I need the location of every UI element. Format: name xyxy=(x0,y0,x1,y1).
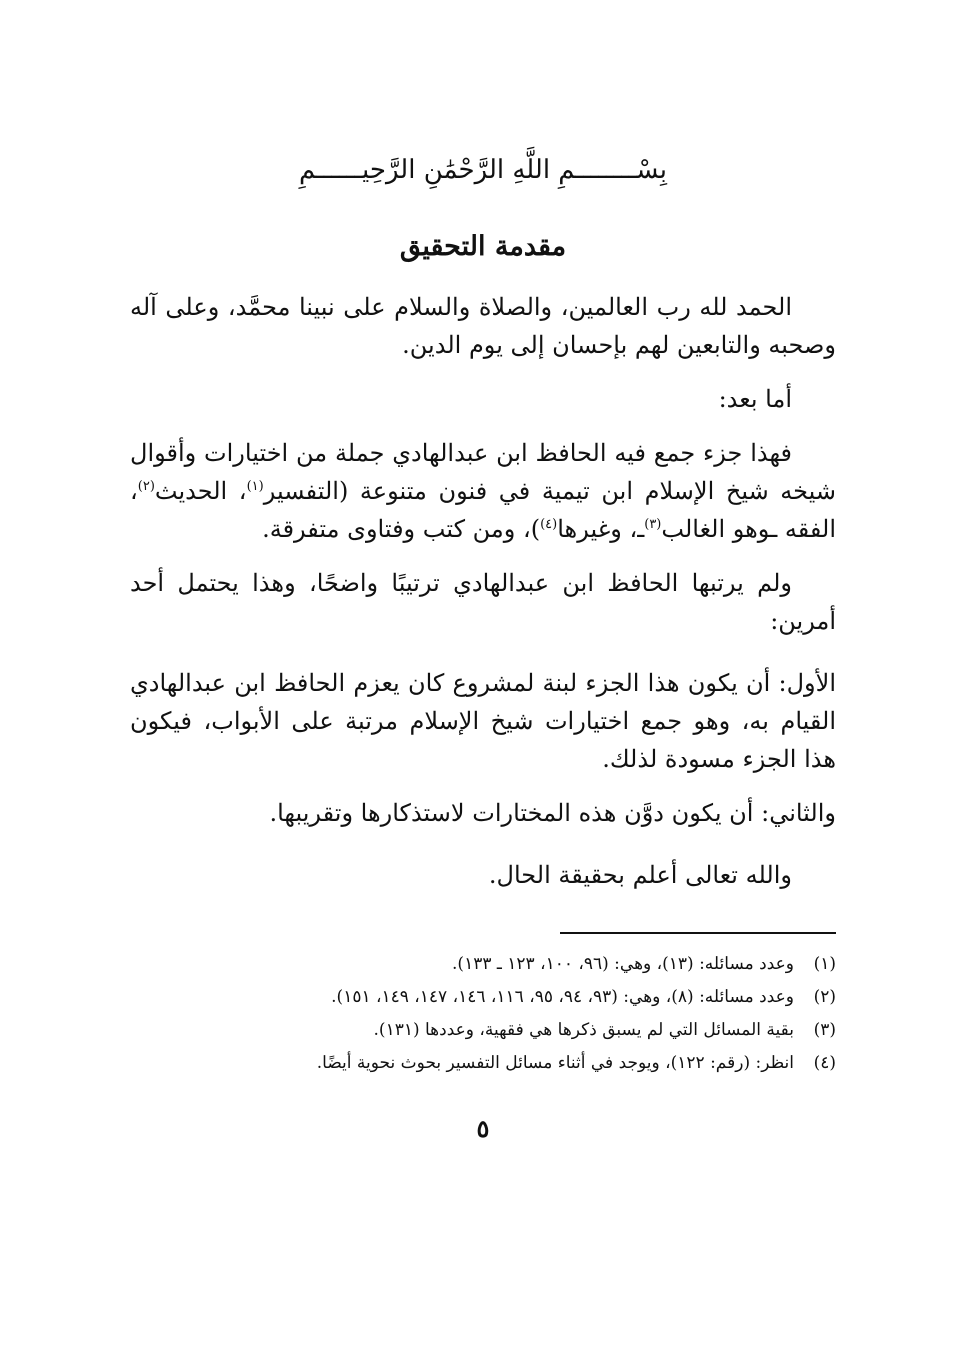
footnote-item xyxy=(130,948,836,981)
paragraph-text: ، الفقه ـوهو الغالب xyxy=(130,477,836,543)
footnote-number: (١) xyxy=(813,954,836,974)
body-text xyxy=(130,288,836,894)
basmala: بِسْــــــــمِ اللَّهِ الرَّحْمَٰنِ الرَّحِيــــــمِ xyxy=(299,155,667,185)
paragraph-text: )، ومن كتب وفتاوى متفرقة. xyxy=(262,515,541,543)
paragraph-first: الأول: أن يكون هذا الجزء لبنة لمشروع كان يعزم الحافظ ابن عبدالهادي القيام به، وهو جمع اختيارات شيخ الإسلام مرتبة على الأبواب، فيكون هذا الجزء مسودة لذلك. xyxy=(130,669,836,773)
paragraph-text: فهذا جزء جمع فيه الحافظ ابن عبدالهادي جملة من اختيارات وأقوال شيخه شيخ الإسلام ابن تيمية في فنون متنوعة (التفسير xyxy=(130,439,836,505)
page-title: مقدمة التحقيق xyxy=(399,231,567,262)
footnote-ref-3[interactable]: (٣) xyxy=(644,517,662,532)
footnote-ref-2[interactable]: (٢) xyxy=(137,479,155,494)
footnotes xyxy=(130,948,836,1080)
paragraph-description xyxy=(130,434,836,548)
footnote-item xyxy=(130,1014,836,1047)
footnote-divider xyxy=(560,932,836,934)
footnote-text: وعدد مسائله: (١٣)، وهي: (٩٦، ١٠٠، ١٢٣ ـ ١٣٣). xyxy=(452,954,794,974)
footnote-text: وعدد مسائله: (٨)، وهي: (٩٣، ٩٤، ٩٥، ١١٦، ١٤٦، ١٤٧، ١٤٩، ١٥١). xyxy=(331,987,794,1007)
paragraph-amma-bad: أما بعد: xyxy=(718,385,792,413)
footnote-number: (٤) xyxy=(813,1053,836,1073)
paragraph-text: ـ، وغيرها xyxy=(557,515,645,543)
paragraph-closing: والله تعالى أعلم بحقيقة الحال. xyxy=(488,861,792,889)
paragraph-arrangement: ولم يرتبها الحافظ ابن عبدالهادي ترتيبًا واضحًا، وهذا يحتمل أحد أمرين: xyxy=(130,569,836,635)
paragraph-second: والثاني: أن يكون دوَّن هذه المختارات لاستذكارها وتقريبها. xyxy=(269,799,836,827)
paragraph-text: ، الحديث xyxy=(154,477,247,505)
footnote-ref-1[interactable]: (١) xyxy=(246,479,264,494)
footnote-number: (٢) xyxy=(813,987,836,1007)
paragraph-praise: الحمد لله رب العالمين، والصلاة والسلام على نبينا محمَّد، وعلى آله وصحبه والتابعين لهم بإحسان إلى يوم الدين. xyxy=(130,293,836,359)
footnote-text: انظر: (رقم: ١٢٢)، ويوجد في أثناء مسائل التفسير بحوث نحوية أيضًا. xyxy=(316,1053,794,1073)
page-number: ٥ xyxy=(476,1114,490,1143)
footnote-ref-4[interactable]: (٤) xyxy=(540,517,558,532)
footnote-text: بقية المسائل التي لم يسبق ذكرها هي فقهية، وعددها (١٣١). xyxy=(373,1020,794,1040)
footnote-item xyxy=(130,981,836,1014)
footnote-number: (٣) xyxy=(813,1020,836,1040)
document-page xyxy=(130,150,836,1250)
footnote-item xyxy=(130,1047,836,1080)
